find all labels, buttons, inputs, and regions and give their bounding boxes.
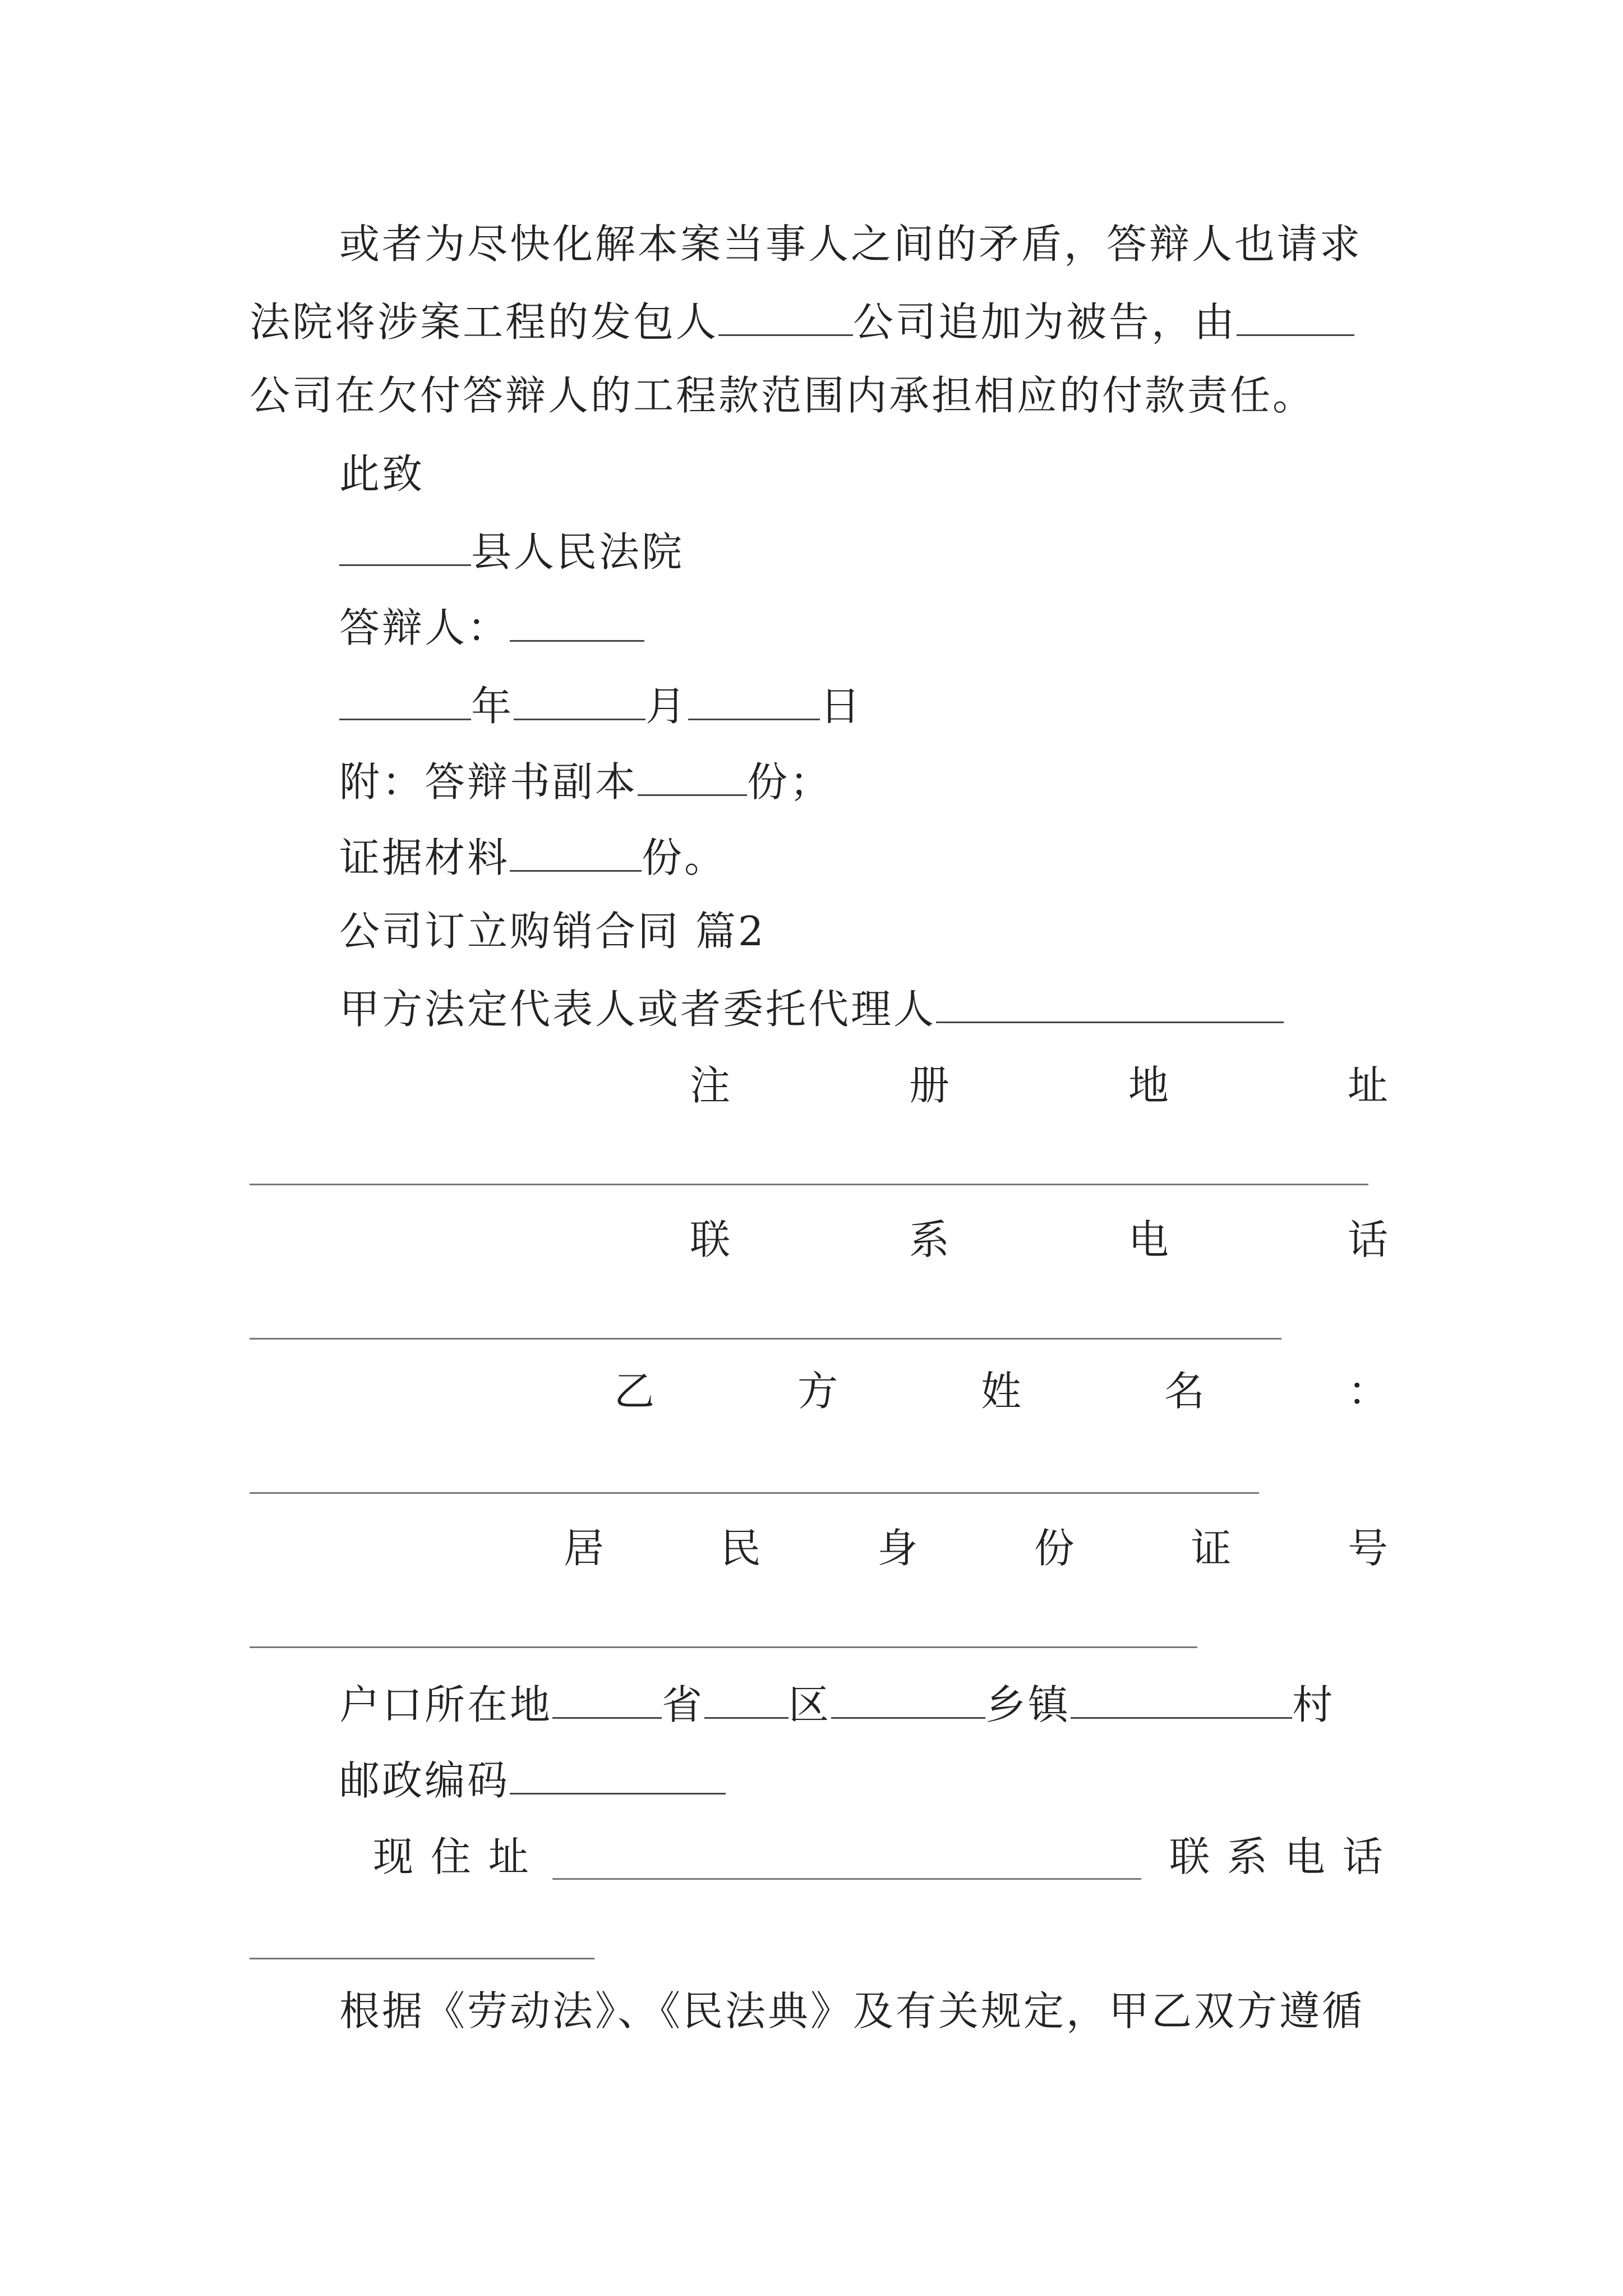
char: 联 bbox=[690, 1216, 731, 1263]
text-segment: 证据材料 bbox=[339, 834, 510, 881]
blank-field bbox=[638, 752, 747, 796]
blank-field bbox=[510, 597, 644, 642]
text-segment: 公司追加为被告，由 bbox=[853, 298, 1237, 346]
hukou-line bbox=[339, 1674, 1335, 1733]
char: 乙 bbox=[614, 1368, 655, 1415]
blank-field bbox=[831, 1674, 985, 1719]
char: 民 bbox=[720, 1525, 761, 1572]
char: 注 bbox=[690, 1062, 731, 1109]
paragraph-line bbox=[250, 292, 1354, 350]
attachment-line bbox=[339, 752, 832, 810]
court-line bbox=[339, 522, 684, 580]
char: 电 bbox=[1128, 1216, 1169, 1263]
text-segment: 乡镇 bbox=[985, 1681, 1071, 1728]
court-name: 县人民法院 bbox=[471, 528, 685, 576]
text-segment: 份； bbox=[747, 758, 833, 806]
char: 姓 bbox=[980, 1368, 1021, 1415]
text-segment: 区 bbox=[789, 1681, 832, 1728]
salutation: 此致 bbox=[339, 450, 425, 498]
blank-rule bbox=[552, 1878, 1141, 1880]
year-label: 年 bbox=[471, 683, 514, 730]
section-heading: 公司订立购销合同 篇2 bbox=[339, 908, 766, 955]
blank-field bbox=[688, 676, 820, 720]
text-segment: 省 bbox=[662, 1681, 705, 1728]
blank-field bbox=[510, 1750, 726, 1795]
blank-field bbox=[1237, 292, 1354, 336]
evidence-line bbox=[339, 827, 727, 886]
text-segment: 邮政编码 bbox=[339, 1757, 510, 1804]
text-segment: 甲方法定代表人或者委托代理人 bbox=[339, 986, 937, 1033]
blank-field bbox=[704, 1674, 789, 1719]
blank-field bbox=[1071, 1674, 1292, 1719]
party-a-line bbox=[339, 979, 1284, 1037]
month-label: 月 bbox=[645, 683, 689, 730]
respondent-line bbox=[339, 597, 644, 656]
char: ： bbox=[1347, 1368, 1388, 1415]
id-number-label bbox=[564, 1520, 1388, 1576]
blank-field bbox=[936, 979, 1284, 1023]
char: 份 bbox=[1034, 1525, 1075, 1572]
char: 方 bbox=[797, 1368, 838, 1415]
char: 名 bbox=[1164, 1368, 1205, 1415]
text-segment: 村 bbox=[1292, 1681, 1335, 1728]
text-segment: 户口所在地 bbox=[339, 1681, 553, 1728]
char: 证 bbox=[1191, 1525, 1232, 1572]
text-segment: 附：答辩书副本 bbox=[339, 758, 638, 806]
char: 址 bbox=[1347, 1062, 1388, 1109]
blank-rule bbox=[250, 1958, 594, 1959]
char: 系 bbox=[909, 1216, 949, 1263]
blank-field bbox=[510, 827, 642, 872]
blank-rule bbox=[250, 1492, 1259, 1494]
char: 号 bbox=[1347, 1525, 1388, 1572]
char: 地 bbox=[1128, 1062, 1169, 1109]
date-line bbox=[339, 676, 863, 734]
current-address-label: 现 住 址 bbox=[373, 1833, 531, 1880]
text-segment: 份。 bbox=[642, 834, 727, 881]
blank-field bbox=[339, 676, 471, 720]
blank-field bbox=[552, 1674, 662, 1719]
paragraph-line: 公司在欠付答辩人的工程款范围内承担相应的付款责任。 bbox=[250, 372, 1316, 419]
registered-address-label bbox=[690, 1057, 1388, 1114]
respondent-label: 答辩人： bbox=[339, 604, 510, 651]
blank-field bbox=[718, 292, 853, 336]
party-b-name-label bbox=[614, 1363, 1388, 1419]
text-segment: 法院将涉案工程的发包人 bbox=[250, 298, 719, 346]
paragraph-line: 根据《劳动法》、《民法典》及有关规定，甲乙双方遵循 bbox=[339, 1987, 1365, 2035]
char: 身 bbox=[877, 1525, 918, 1572]
char: 居 bbox=[564, 1525, 605, 1572]
paragraph-line: 或者为尽快化解本案当事人之间的矛盾，答辩人也请求 bbox=[339, 220, 1363, 268]
char: 话 bbox=[1347, 1216, 1388, 1263]
day-label: 日 bbox=[820, 683, 863, 730]
blank-field bbox=[339, 522, 471, 566]
blank-rule bbox=[250, 1646, 1197, 1648]
char: 册 bbox=[909, 1062, 949, 1109]
blank-rule bbox=[250, 1184, 1368, 1185]
blank-rule bbox=[250, 1338, 1281, 1340]
phone-label bbox=[690, 1212, 1388, 1268]
contact-phone-label: 联 系 电 话 bbox=[1169, 1833, 1385, 1880]
postcode-line bbox=[339, 1750, 726, 1809]
blank-field bbox=[514, 676, 645, 720]
